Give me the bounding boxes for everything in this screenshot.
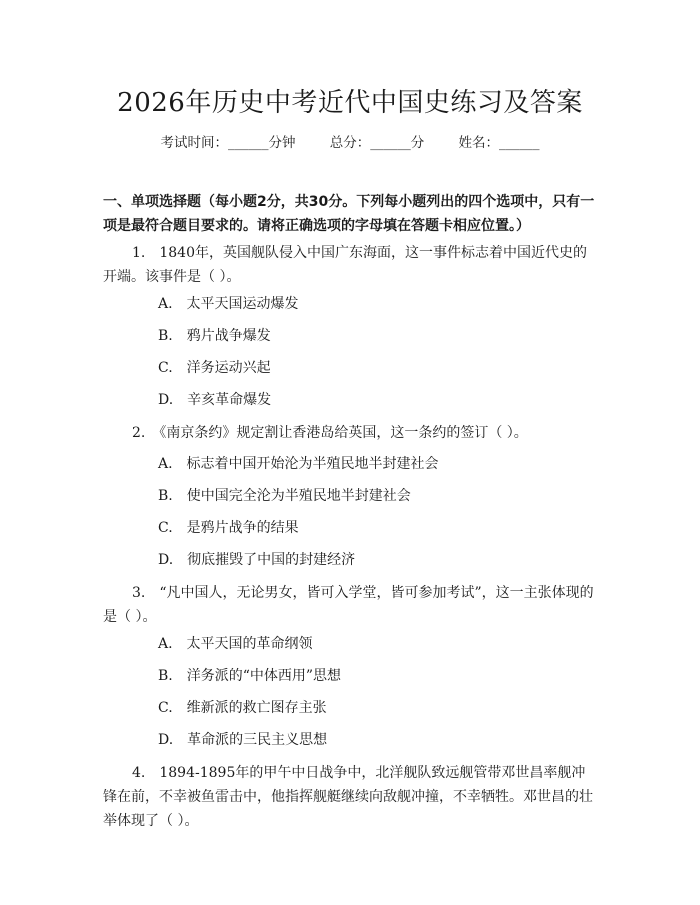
question-4-stem: 4. 1894-1895年的甲午中日战争中，北洋舰队致远舰管带邓世昌率舰冲锋在前，不幸被鱼雷击中，他指挥舰艇继续向敌舰冲撞，不幸牺牲。邓世昌的壮举体现了（ ）。 xyxy=(103,765,593,829)
total-score-field: 总分：______分 xyxy=(329,135,425,151)
question-1-stem: 1. 1840年，英国舰队侵入中国广东海面，这一事件标志着中国近代史的开端。该事件是（ ）。 xyxy=(103,245,587,285)
question-3-option-c: C. 维新派的救亡图存主张 xyxy=(158,700,327,716)
question-2-option-a: A. 标志着中国开始沦为半殖民地半封建社会 xyxy=(158,456,439,472)
question-2-stem: 2. 《南京条约》规定割让香港岛给英国，这一条约的签订（ ）。 xyxy=(132,425,528,441)
document-title: 2026年历史中考近代中国史练习及答案 xyxy=(117,88,583,118)
question-1-option-c: C. 洋务运动兴起 xyxy=(158,360,271,376)
question-2-option-d: D. 彻底摧毁了中国的封建经济 xyxy=(158,552,356,568)
question-2-option-c: C. 是鸦片战争的结果 xyxy=(158,520,299,536)
question-3-option-b: B. 洋务派的“中体西用”思想 xyxy=(158,668,342,684)
question-3-option-d: D. 革命派的三民主义思想 xyxy=(158,732,328,748)
question-1-option-b: B. 鸦片战争爆发 xyxy=(158,328,271,344)
question-3-option-a: A. 太平天国的革命纲领 xyxy=(158,636,313,652)
exam-meta xyxy=(0,131,700,151)
question-3-stem: 3. “凡中国人，无论男女，皆可入学堂，皆可参加考试”，这一主张体现的是（ ）。 xyxy=(103,585,594,625)
question-2-option-b: B. 使中国完全沦为半殖民地半封建社会 xyxy=(158,488,411,504)
question-1-option-a: A. 太平天国运动爆发 xyxy=(158,296,299,312)
exam-time-field: 考试时间：______分钟 xyxy=(160,135,296,151)
question-1-option-d: D. 辛亥革命爆发 xyxy=(158,392,272,408)
student-name-field: 姓名：______ xyxy=(458,135,540,151)
section-heading: 一、单项选择题（每小题2分，共30分。下列每小题列出的四个选项中，只有一项是最符合题目要求的。请将正确选项的字母填在答题卡相应位置。） xyxy=(103,194,595,234)
